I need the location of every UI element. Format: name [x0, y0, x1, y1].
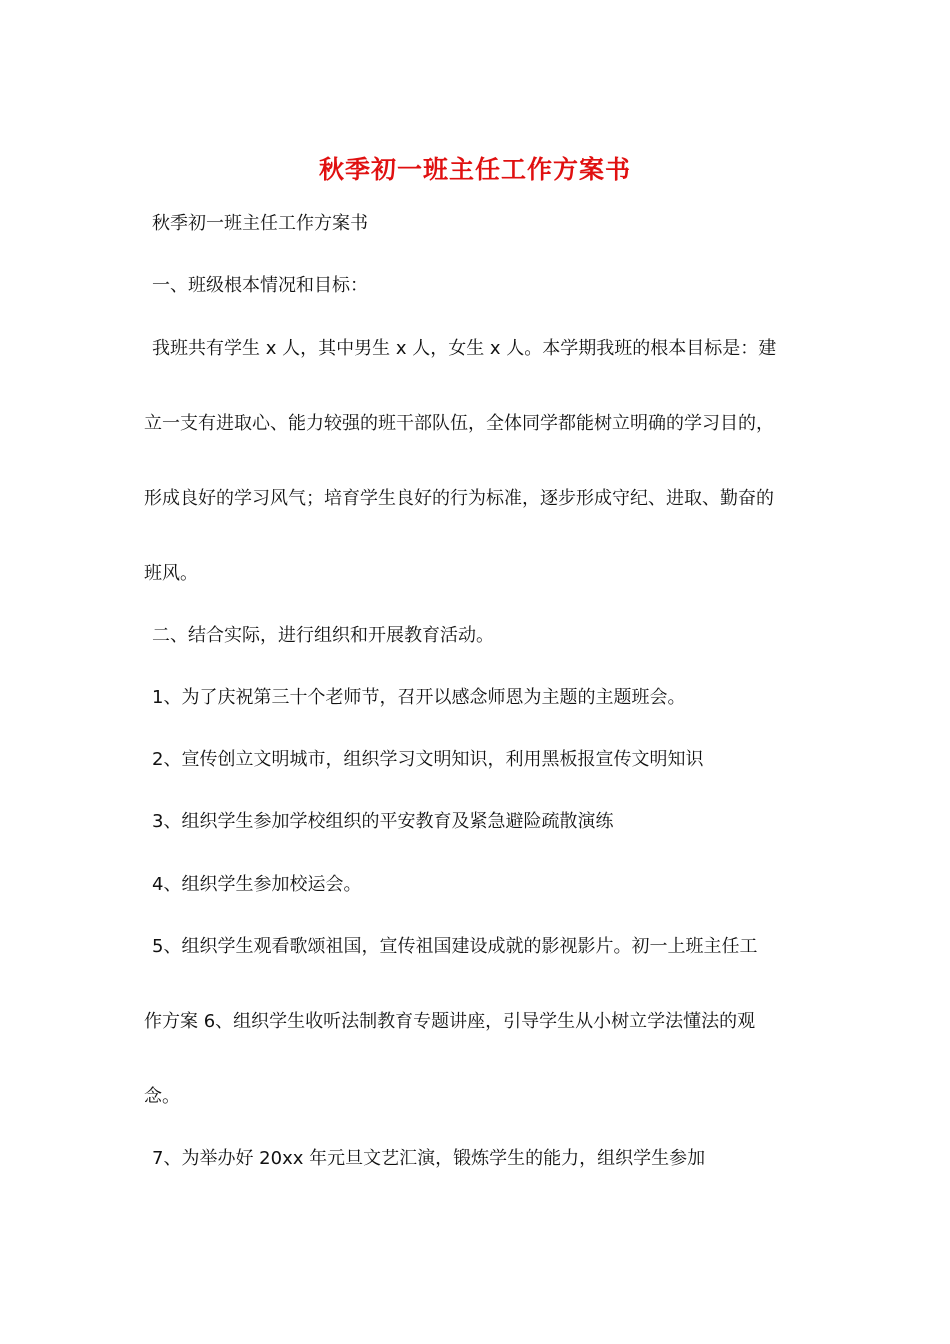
subtitle-line: 秋季初一班主任工作方案书	[152, 213, 368, 234]
document-title: 秋季初一班主任工作方案书	[318, 155, 631, 184]
list-item: 1、为了庆祝第三十个老师节，召开以感念师恩为主题的主题班会。	[152, 687, 686, 708]
paragraph-line: 班风。	[144, 563, 198, 584]
list-item-continued: 念。	[144, 1086, 180, 1107]
list-item: 2、宣传创立文明城市，组织学习文明知识，利用黑板报宣传文明知识	[152, 749, 704, 770]
section-heading-2: 二、结合实际，进行组织和开展教育活动。	[152, 625, 494, 646]
list-item: 4、组织学生参加校运会。	[152, 874, 362, 895]
list-item: 7、为举办好 20xx 年元旦文艺汇演，锻炼学生的能力，组织学生参加	[152, 1148, 706, 1169]
paragraph-line: 我班共有学生 x 人，其中男生 x 人，女生 x 人。本学期我班的根本目标是：建	[152, 338, 777, 359]
list-item: 5、组织学生观看歌颂祖国，宣传祖国建设成就的影视影片。初一上班主任工	[152, 936, 758, 957]
list-item-continued: 作方案 6、组织学生收听法制教育专题讲座，引导学生从小树立学法懂法的观	[144, 1011, 756, 1032]
paragraph-line: 形成良好的学习风气；培育学生良好的行为标准，逐步形成守纪、进取、勤奋的	[144, 488, 774, 509]
list-item: 3、组织学生参加学校组织的平安教育及紧急避险疏散演练	[152, 811, 614, 832]
paragraph-line: 立一支有进取心、能力较强的班干部队伍，全体同学都能树立明确的学习目的，	[144, 413, 774, 434]
section-heading-1: 一、班级根本情况和目标：	[152, 275, 368, 296]
